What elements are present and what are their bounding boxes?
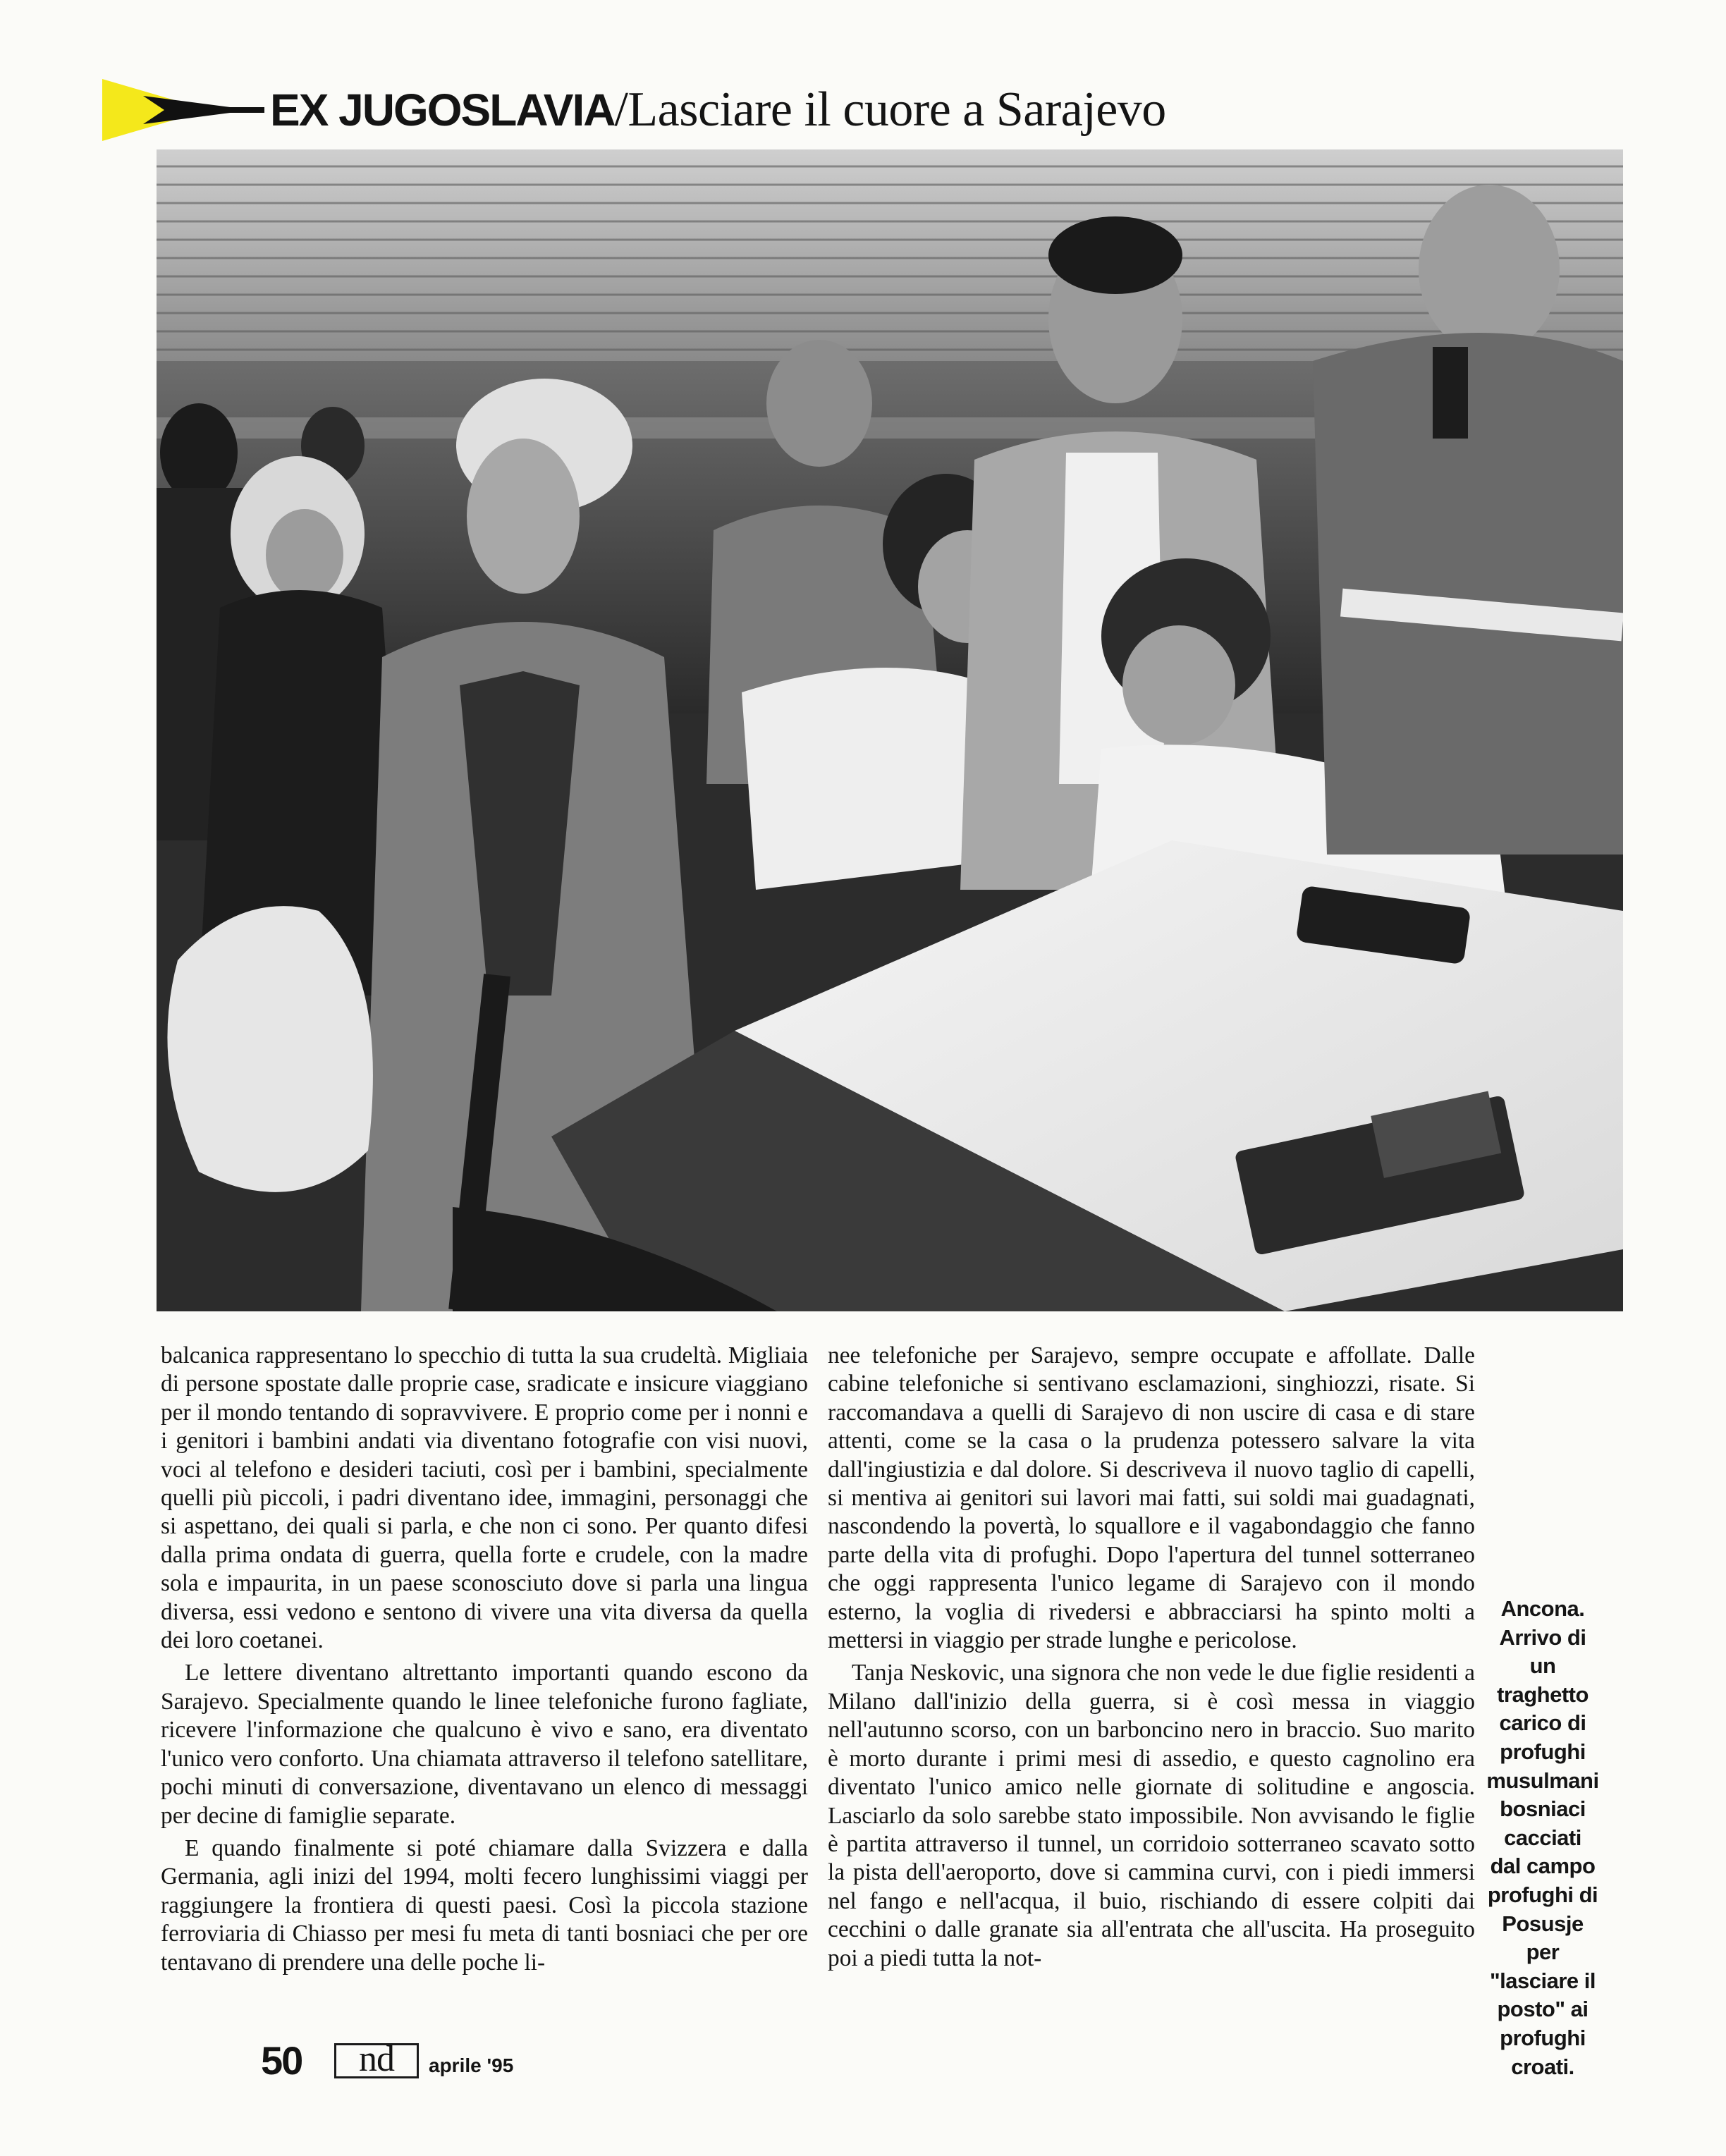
page-footer — [261, 2038, 684, 2087]
page-title — [270, 80, 1166, 140]
paragraph: Tanja Neskovic, una signora che non vede le due figlie residenti a Milano dall'inizio della guerra, si è così messa in viaggio nell'autunno scorso, con un barboncino nero in braccio. Suo marito è morto durante i primi mesi di assedio, e questo cagnolino era diventato l'unico amico nelle giornate di solitudine e angoscia. Lasciarlo da solo sarebbe stato impossibile. Non avvisando le figlie è partita attraverso il tunnel, un corridoio sotterraneo scavato sotto la pista dell'aeroporto, dove si cammina curvi, con i piedi immersi nel fango e nell'acqua, il buio, rischiando di essere colpiti dai cecchini o dalle granate sia all'entrata che all'uscita. Ha proseguito poi a piedi tutta la not- — [828, 1660, 1475, 1971]
magazine-logo: nd — [334, 2043, 419, 2078]
paragraph: balcanica rappresentano lo specchio di tutta la sua crudeltà. Migliaia di persone spostate dalle proprie case, sradicate e insicure viaggiano per il mondo tentando di sopravvivere. E proprio come per i nonni e i genitori i bambini andati via diventano fotografie con visi nuovi, voci al telefono e desideri taciuti, così per i bambini, specialmente quelli più piccoli, i padri diventano idee, immagini, personaggi che si aspettano, dei quali si parla, e che non ci sono. Per quanto difesi dalla prima ondata di guerra, quella forte e crudele, con la madre sola e impaurita, in un paese sconosciuto dove si parla una lingua diversa, essi vedono e sentono di vivere una vita diversa da quella dei loro coetanei. — [161, 1342, 808, 1654]
article-column-2 — [828, 1342, 1475, 1973]
paragraph: E quando finalmente si poté chiamare dalla Svizzera e dalla Germania, agli inizi del 1994, molti fecero lunghissimi viaggi per raggiungere la frontiera di questi paesi. Così la piccola stazione ferroviaria di Chiasso per mesi fu meta di tanti bosniaci che per ore tentavano di prendere una delle poche li- — [161, 1835, 808, 1976]
photo-illustration — [157, 149, 1623, 1311]
paragraph: Le lettere diventano altrettanto importanti quando escono da Sarajevo. Specialmente quando le linee telefoniche furono fagliate, ricevere l'informazione che qualcuno è vivo e sano, era diventato l'unico vero conforto. Una chiamata attraverso il telefono satellitare, pochi minuti di conversazione, diventavano un elenco di messaggi per decine di famiglie separate. — [161, 1660, 808, 1829]
photo-caption: Ancona. Arrivo di un traghetto carico di profughi musulmani bosniaci cacciati dal campo profughi di Posusje per "lasciare il posto" ai profughi croati. — [1486, 1596, 1599, 2079]
paragraph: nee telefoniche per Sarajevo, sempre occupate e affollate. Dalle cabine telefoniche si sentivano esclamazioni, singhiozzi, risate. Si raccomandava a quelli di Sarajevo di non uscire di casa e di stare attenti, come se la casa o la prudenza potessero salvare la vita dall'ingiustizia e dal dolore. Si descriveva il nuovo taglio di capelli, si mentiva ai genitori sui lavori mai fatti, sui soldi mai guadagnati, nascondendo la povertà, lo squallore e il vagabondaggio che fanno parte della vita di profughi. Dopo l'apertura del tunnel sotterraneo che oggi rappresenta l'unico legame di Sarajevo con il mondo esterno, la voglia di rivedersi e abbracciarsi ha spinto molti a mettersi in viaggio per strade lunghe e pericolose. — [828, 1342, 1475, 1654]
article-photo — [157, 149, 1623, 1311]
section-label: EX JUGOSLAVIA — [270, 85, 615, 135]
title-separator: / — [614, 82, 628, 137]
article-title: Lasciare il cuore a Sarajevo — [628, 82, 1166, 137]
issue-date: aprile '95 — [429, 2054, 514, 2076]
article-column-1 — [161, 1342, 808, 1977]
article-header — [102, 76, 1166, 144]
section-arrow-icon — [102, 76, 264, 144]
page-number: 50 — [261, 2038, 302, 2083]
